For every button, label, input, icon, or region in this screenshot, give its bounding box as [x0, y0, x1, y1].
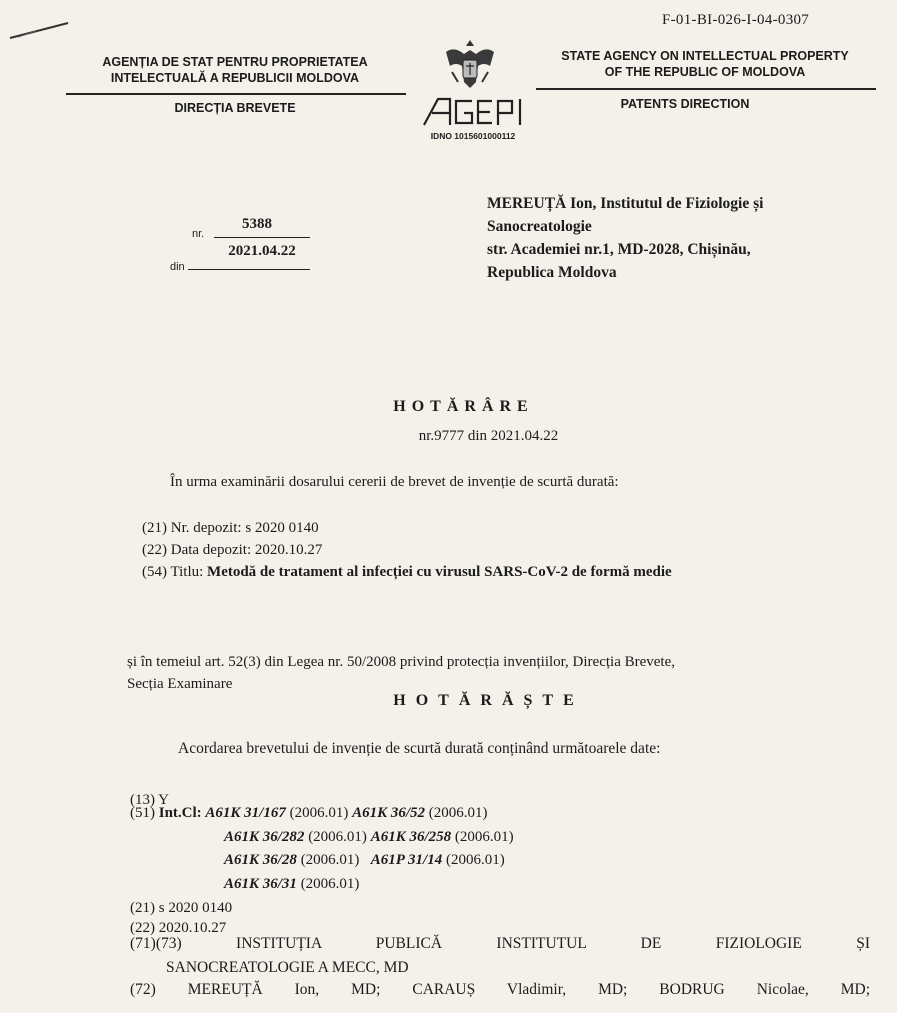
ic-version: (2006.01)	[454, 828, 514, 845]
nr-underline	[214, 237, 310, 238]
nr-label: nr.	[192, 228, 205, 240]
field-label: (21) Nr. depozit:	[142, 520, 242, 536]
department-en: PATENTS DIRECTION	[620, 97, 750, 111]
agency-en-line2: OF THE REPUBLIC OF MOLDOVA	[604, 65, 806, 79]
field-72-inventors	[130, 978, 870, 1002]
ic-version: (2006.01)	[445, 852, 505, 868]
ic-row	[130, 849, 514, 873]
field-value: Metodă de tratament al infecției cu virusul SARS-CoV-2 de formă medie	[207, 564, 672, 580]
addressee-line: MEREUȚĂ Ion, Institutul de Fiziologie și	[487, 195, 764, 212]
ic-version: (2006.01)	[308, 828, 367, 845]
ic-code: A61K 31/167	[205, 805, 286, 821]
application-date	[142, 542, 322, 559]
application-number	[142, 520, 319, 537]
field-value: 2020.10.27	[254, 542, 323, 558]
grant-line: Acordarea brevetului de invenție de scurtă durată conținând următoarele date:	[178, 740, 661, 757]
field-label: (51)	[130, 805, 159, 821]
addressee-block	[487, 192, 847, 284]
ic-row	[130, 802, 514, 826]
owner-line: SANOCREATOLOGIE A MECC, MD	[166, 959, 409, 976]
din-value: 2021.04.22	[228, 243, 296, 259]
ic-code: A61P 31/14	[370, 852, 443, 868]
field-value: s 2020 0140	[245, 520, 319, 536]
field-51-classification	[130, 802, 514, 896]
field-label: (22) Data depozit:	[142, 542, 252, 558]
inventors-line: (72) MEREUȚĂ Ion, MD; CARAUȘ Vladimir, MD; BODRUG Nicolae, MD;	[130, 981, 870, 998]
addressee-line: Sanocreatologie	[487, 218, 592, 235]
din-underline	[188, 269, 310, 270]
ic-code: A61K 36/52	[352, 805, 426, 821]
owner-line: (71)(73) INSTITUȚIA PUBLICĂ INSTITUTUL DE FIZIOLOGIE ȘI	[130, 935, 870, 952]
agency-name-ro	[70, 54, 400, 86]
idno-number: IDNO 1015601000112	[430, 131, 516, 141]
ic-code: A61K 36/282	[224, 828, 305, 845]
ic-row	[130, 826, 514, 850]
decides-title: HOTĂRĂȘTE	[393, 692, 584, 709]
pen-mark-icon	[8, 20, 70, 40]
field-71-73-owner	[130, 932, 870, 980]
ic-code: A61K 36/28	[224, 852, 297, 868]
ic-version: (2006.01)	[300, 852, 360, 868]
din-label: din	[170, 261, 185, 273]
addressee-line: str. Academiei nr.1, MD-2028, Chișinău,	[487, 241, 751, 258]
intcl-label: Int.Cl:	[158, 805, 202, 821]
ic-row	[130, 873, 514, 897]
agepi-logo	[420, 95, 526, 127]
field-13: (13) Y	[130, 792, 170, 808]
header-rule-left	[66, 93, 406, 95]
decision-reference: nr.9777 din 2021.04.22	[418, 428, 559, 444]
ic-version: (2006.01)	[428, 805, 488, 821]
field-label: (54) Titlu:	[142, 564, 204, 580]
decision-title: HOTĂRÂRE	[393, 398, 534, 415]
intro-line: În urma examinării dosarului cererii de brevet de invenție de scurtă durată:	[170, 474, 619, 490]
addressee-line: Republica Moldova	[487, 264, 617, 281]
ic-version: (2006.01)	[300, 875, 360, 892]
agency-name-en	[540, 48, 870, 80]
nr-value: 5388	[242, 216, 272, 232]
field-22-patent: (22) 2020.10.27	[130, 920, 227, 936]
ic-version: (2006.01)	[289, 805, 349, 821]
department-ro: DIRECȚIA BREVETE	[174, 101, 296, 115]
coat-of-arms-icon	[440, 36, 500, 94]
ic-code: A61K 36/31	[224, 875, 297, 892]
agency-ro-line2: INTELECTUALĂ A REPUBLICII MOLDOVA	[110, 71, 360, 85]
application-title	[142, 564, 672, 581]
agency-ro-line1: AGENȚIA DE STAT PENTRU PROPRIETATEA	[102, 55, 368, 69]
ic-code: A61K 36/258	[370, 828, 452, 845]
header-rule-right	[536, 88, 876, 90]
agency-en-line1: STATE AGENCY ON INTELLECTUAL PROPERTY	[561, 49, 849, 63]
legal-basis-line: și în temeiul art. 52(3) din Legea nr. 50/2008 privind protecția invențiilor, Direcția Brevete,	[127, 654, 675, 670]
legal-basis-line: Secția Examinare	[127, 676, 233, 692]
field-21-patent: (21) s 2020 0140	[130, 900, 233, 916]
form-code: F-01-BI-026-I-04-0307	[662, 12, 810, 28]
